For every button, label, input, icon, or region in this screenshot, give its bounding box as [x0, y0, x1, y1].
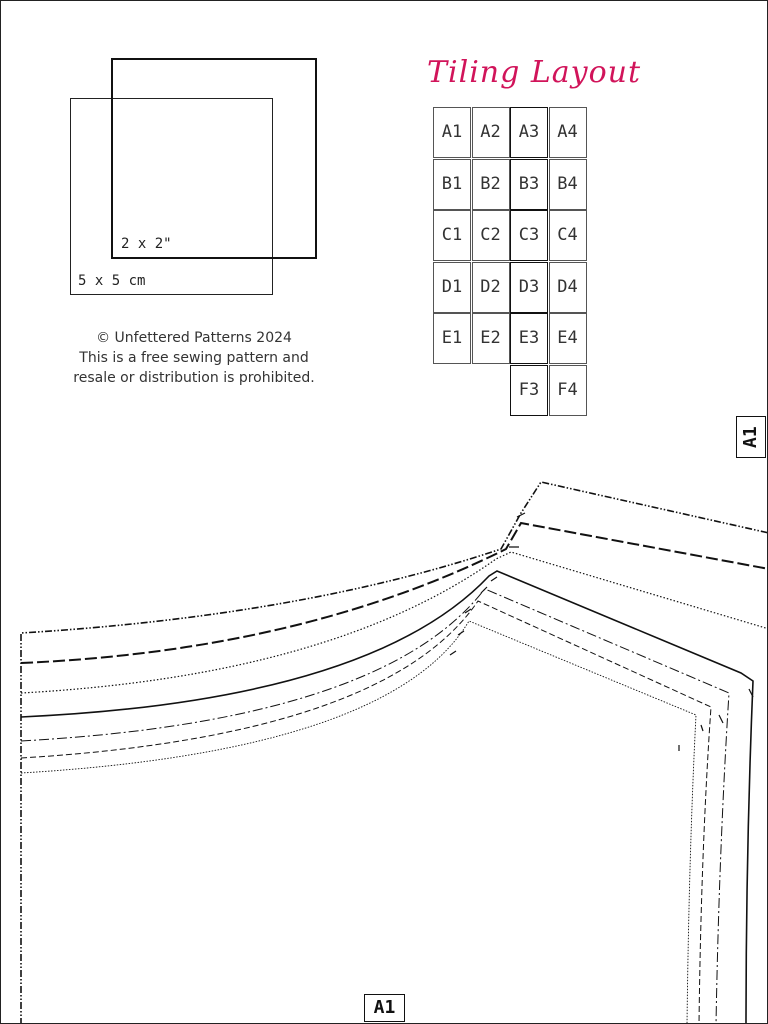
- page-tag-right: A1: [736, 416, 766, 458]
- tiling-layout-title: Tiling Layout: [427, 55, 642, 90]
- cut-line-solid: [21, 571, 753, 1024]
- copyright-line: © Unfettered Patterns 2024: [96, 330, 292, 346]
- tile-cell-e3: E3: [510, 313, 548, 364]
- tile-cell-a4: A4: [549, 107, 587, 158]
- tile-cell-d1: D1: [433, 262, 471, 313]
- tile-cell-e2: E2: [472, 313, 510, 364]
- cut-line-fine-dotted: [21, 621, 696, 1024]
- page-tag-bottom: A1: [364, 994, 405, 1022]
- tile-cell-c1: C1: [433, 210, 471, 261]
- cut-line-dashed: [21, 601, 711, 1024]
- tile-cell-c4: C4: [549, 210, 587, 261]
- tile-cell-d4: D4: [549, 262, 587, 313]
- copyright-line: This is a free sewing pattern and: [79, 350, 309, 366]
- tile-cell-e4: E4: [549, 313, 587, 364]
- test-square-cm-label: 5 x 5 cm: [78, 273, 146, 289]
- test-square-inch-label: 2 x 2": [121, 236, 172, 252]
- tile-cell-a2: A2: [472, 107, 510, 158]
- tile-cell-a3: A3: [510, 107, 548, 158]
- tile-cell-b2: B2: [472, 159, 510, 210]
- tile-cell-e1: E1: [433, 313, 471, 364]
- tile-cell-b3: B3: [510, 159, 548, 210]
- tile-cell-f3: F3: [510, 365, 548, 416]
- tile-cell-b1: B1: [433, 159, 471, 210]
- copyright-notice: [61, 328, 327, 388]
- tile-cell-d3: D3: [510, 262, 548, 313]
- test-square-inch: [111, 58, 317, 259]
- tile-cell-c3: C3: [510, 210, 548, 261]
- cut-line-outer: [21, 482, 768, 1024]
- tile-cell-d2: D2: [472, 262, 510, 313]
- tile-cell-a1: A1: [433, 107, 471, 158]
- copyright-line: resale or distribution is prohibited.: [73, 370, 315, 386]
- tile-cell-b4: B4: [549, 159, 587, 210]
- tile-cell-f4: F4: [549, 365, 587, 416]
- cut-line-dotted: [21, 552, 768, 693]
- tile-cell-c2: C2: [472, 210, 510, 261]
